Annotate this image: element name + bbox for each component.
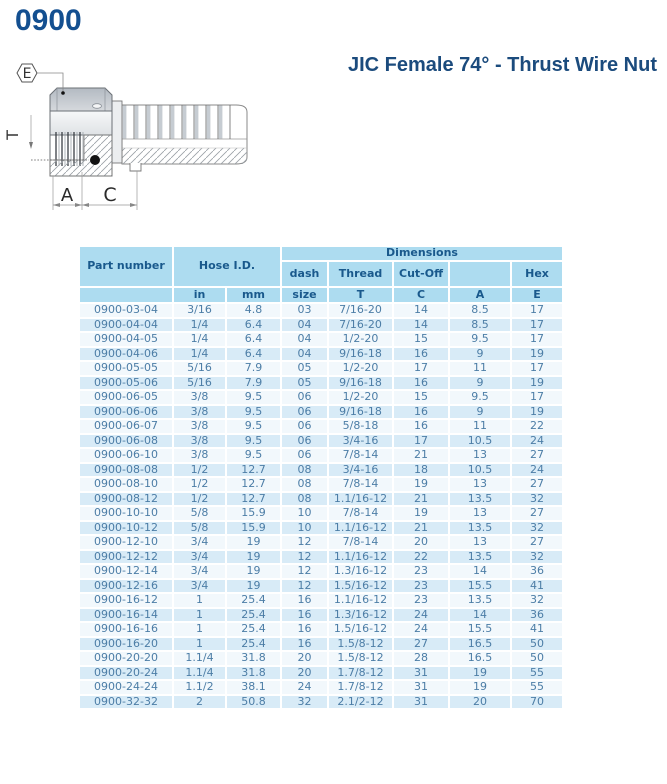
table-cell: 3/4 (173, 564, 226, 579)
table-cell: 1 (173, 608, 226, 623)
header-part-number: Part number (79, 246, 173, 287)
table-cell: 0900-20-24 (79, 666, 173, 681)
table-cell: 31.8 (226, 666, 281, 681)
table-cell: 6.4 (226, 318, 281, 333)
table-cell: 4.8 (226, 303, 281, 318)
table-row (79, 651, 563, 666)
table-cell: 27 (511, 506, 563, 521)
table-cell: 16.5 (449, 637, 511, 652)
table-cell: 0900-04-05 (79, 332, 173, 347)
table-row (79, 434, 563, 449)
table-cell: 23 (393, 564, 449, 579)
table-cell: 0900-04-06 (79, 347, 173, 362)
table-row (79, 390, 563, 405)
table-cell: 12.7 (226, 477, 281, 492)
table-row (79, 622, 563, 637)
table-cell: 9 (449, 405, 511, 420)
table-row (79, 535, 563, 550)
table-cell: 0900-16-20 (79, 637, 173, 652)
table-cell: 06 (281, 390, 328, 405)
table-cell: 1/2-20 (328, 361, 393, 376)
table-cell: 0900-06-10 (79, 448, 173, 463)
table-cell: 1.7/8-12 (328, 666, 393, 681)
table-cell: 16 (281, 622, 328, 637)
table-cell: 0900-20-20 (79, 651, 173, 666)
table-cell: 04 (281, 318, 328, 333)
table-cell: 9 (449, 347, 511, 362)
header-t: T (328, 287, 393, 303)
table-cell: 0900-08-08 (79, 463, 173, 478)
part-series-code: 0900 (15, 4, 82, 37)
table-cell: 14 (393, 318, 449, 333)
table-row (79, 608, 563, 623)
table-row (79, 376, 563, 391)
table-cell: 06 (281, 448, 328, 463)
table-cell: 0900-08-12 (79, 492, 173, 507)
table-cell: 17 (511, 361, 563, 376)
table-cell: 31 (393, 680, 449, 695)
table-cell: 13.5 (449, 492, 511, 507)
table-cell: 08 (281, 477, 328, 492)
table-cell: 0900-12-14 (79, 564, 173, 579)
label-T: T (3, 130, 22, 140)
table-cell: 1/2 (173, 477, 226, 492)
table-cell: 70 (511, 695, 563, 710)
table-cell: 7/8-14 (328, 448, 393, 463)
table-cell: 16.5 (449, 651, 511, 666)
table-cell: 1.1/4 (173, 651, 226, 666)
table-cell: 25.4 (226, 593, 281, 608)
table-cell: 12 (281, 564, 328, 579)
table-cell: 6.4 (226, 332, 281, 347)
table-row (79, 593, 563, 608)
table-cell: 31 (393, 695, 449, 710)
table-cell: 8.5 (449, 318, 511, 333)
table-cell: 13 (449, 506, 511, 521)
table-cell: 0900-05-05 (79, 361, 173, 376)
table-cell: 14 (449, 564, 511, 579)
table-cell: 1.7/8-12 (328, 680, 393, 695)
table-cell: 1.1/2 (173, 680, 226, 695)
table-cell: 0900-06-06 (79, 405, 173, 420)
table-cell: 19 (226, 564, 281, 579)
table-cell: 1/4 (173, 332, 226, 347)
table-cell: 31.8 (226, 651, 281, 666)
table-row (79, 695, 563, 710)
table-cell: 0900-03-04 (79, 303, 173, 318)
table-cell: 0900-06-07 (79, 419, 173, 434)
table-cell: 9 (449, 376, 511, 391)
table-cell: 15.5 (449, 579, 511, 594)
table-cell: 24 (281, 680, 328, 695)
table-cell: 21 (393, 448, 449, 463)
table-cell: 1/4 (173, 318, 226, 333)
table-cell: 15.9 (226, 521, 281, 536)
table-cell: 23 (393, 579, 449, 594)
header-dimensions: Dimensions (281, 246, 563, 261)
table-row (79, 564, 563, 579)
table-cell: 7.9 (226, 376, 281, 391)
table-cell: 15.5 (449, 622, 511, 637)
table-cell: 0900-24-24 (79, 680, 173, 695)
table-cell: 27 (393, 637, 449, 652)
table-cell: 38.1 (226, 680, 281, 695)
table-row (79, 579, 563, 594)
table-row (79, 666, 563, 681)
specs-table (78, 245, 564, 710)
table-cell: 5/8 (173, 521, 226, 536)
table-row (79, 521, 563, 536)
table-cell: 7/8-14 (328, 477, 393, 492)
table-cell: 24 (511, 463, 563, 478)
table-cell: 16 (281, 593, 328, 608)
table-cell: 11 (449, 419, 511, 434)
table-cell: 0900-16-16 (79, 622, 173, 637)
table-cell: 21 (393, 492, 449, 507)
thrust-wire-ball (90, 155, 100, 165)
table-cell: 20 (393, 535, 449, 550)
table-cell: 03 (281, 303, 328, 318)
table-cell: 9.5 (226, 434, 281, 449)
table-cell: 0900-10-12 (79, 521, 173, 536)
table-cell: 1.5/16-12 (328, 622, 393, 637)
table-cell: 13.5 (449, 593, 511, 608)
table-row (79, 637, 563, 652)
table-cell: 16 (281, 608, 328, 623)
table-cell: 19 (511, 376, 563, 391)
fitting-technical-drawing (3, 60, 250, 212)
table-cell: 8.5 (449, 303, 511, 318)
table-cell: 1/2 (173, 492, 226, 507)
page-title: JIC Female 74° - Thrust Wire Nut (348, 54, 657, 76)
table-cell: 5/16 (173, 361, 226, 376)
table-cell: 41 (511, 622, 563, 637)
table-cell: 15 (393, 390, 449, 405)
table-cell: 3/8 (173, 434, 226, 449)
header-cut-off: Cut-Off (393, 261, 449, 287)
table-cell: 3/16 (173, 303, 226, 318)
table-cell: 0900-16-12 (79, 593, 173, 608)
table-cell: 17 (511, 332, 563, 347)
header-part-spacer (79, 287, 173, 303)
table-cell: 9/16-18 (328, 405, 393, 420)
table-cell: 25.4 (226, 622, 281, 637)
table-cell: 17 (393, 361, 449, 376)
table-cell: 7/16-20 (328, 303, 393, 318)
table-cell: 1/2-20 (328, 390, 393, 405)
table-row (79, 347, 563, 362)
table-cell: 0900-10-10 (79, 506, 173, 521)
table-cell: 13.5 (449, 550, 511, 565)
header-thread: Thread (328, 261, 393, 287)
table-cell: 27 (511, 535, 563, 550)
table-cell: 9/16-18 (328, 376, 393, 391)
header-size: size (281, 287, 328, 303)
label-E: E (22, 66, 32, 82)
table-cell: 25.4 (226, 608, 281, 623)
table-cell: 0900-08-10 (79, 477, 173, 492)
table-cell: 9/16-18 (328, 347, 393, 362)
table-cell: 06 (281, 434, 328, 449)
table-cell: 50 (511, 637, 563, 652)
header-hose-id: Hose I.D. (173, 246, 281, 287)
label-C: C (103, 184, 117, 206)
table-cell: 13 (449, 477, 511, 492)
table-cell: 1.5/16-12 (328, 579, 393, 594)
table-cell: 1.1/16-12 (328, 492, 393, 507)
table-cell: 1/4 (173, 347, 226, 362)
table-row (79, 448, 563, 463)
table-cell: 12 (281, 535, 328, 550)
table-cell: 19 (393, 506, 449, 521)
table-cell: 11 (449, 361, 511, 376)
table-cell: 36 (511, 564, 563, 579)
table-cell: 17 (511, 318, 563, 333)
table-row (79, 405, 563, 420)
header-a-spacer (449, 261, 511, 287)
table-cell: 19 (511, 347, 563, 362)
table-cell: 7/16-20 (328, 318, 393, 333)
table-cell: 05 (281, 361, 328, 376)
table-cell: 28 (393, 651, 449, 666)
table-cell: 7/8-14 (328, 535, 393, 550)
table-cell: 0900-12-10 (79, 535, 173, 550)
dimension-lines (53, 171, 137, 210)
table-cell: 16 (281, 637, 328, 652)
table-cell: 19 (449, 680, 511, 695)
table-cell: 1.1/4 (173, 666, 226, 681)
table-cell: 25.4 (226, 637, 281, 652)
specs-table-wrap (78, 245, 562, 710)
table-cell: 0900-12-16 (79, 579, 173, 594)
table-cell: 0900-06-08 (79, 434, 173, 449)
table-cell: 24 (393, 622, 449, 637)
table-cell: 16 (393, 376, 449, 391)
table-cell: 06 (281, 419, 328, 434)
table-cell: 0900-06-05 (79, 390, 173, 405)
table-cell: 19 (226, 550, 281, 565)
table-row (79, 680, 563, 695)
table-cell: 3/8 (173, 405, 226, 420)
table-cell: 10.5 (449, 434, 511, 449)
table-cell: 18 (393, 463, 449, 478)
table-cell: 9.5 (226, 405, 281, 420)
table-cell: 3/4-16 (328, 463, 393, 478)
table-cell: 55 (511, 680, 563, 695)
table-cell: 2.1/2-12 (328, 695, 393, 710)
table-cell: 15.9 (226, 506, 281, 521)
table-cell: 1.3/16-12 (328, 608, 393, 623)
table-cell: 16 (393, 419, 449, 434)
table-cell: 32 (511, 521, 563, 536)
table-cell: 1.5/8-12 (328, 637, 393, 652)
table-cell: 12 (281, 550, 328, 565)
header-e: E (511, 287, 563, 303)
table-cell: 0900-16-14 (79, 608, 173, 623)
table-cell: 1.1/16-12 (328, 593, 393, 608)
table-cell: 08 (281, 492, 328, 507)
table-cell: 08 (281, 463, 328, 478)
table-cell: 2 (173, 695, 226, 710)
header-a: A (449, 287, 511, 303)
table-cell: 1.3/16-12 (328, 564, 393, 579)
table-row (79, 550, 563, 565)
table-cell: 7/8-14 (328, 506, 393, 521)
table-row (79, 303, 563, 318)
table-cell: 1.1/16-12 (328, 550, 393, 565)
table-row (79, 506, 563, 521)
header-hex: Hex (511, 261, 563, 287)
table-cell: 19 (226, 535, 281, 550)
table-cell: 16 (393, 405, 449, 420)
table-row (79, 361, 563, 376)
table-header (79, 246, 563, 303)
table-cell: 50.8 (226, 695, 281, 710)
table-cell: 6.4 (226, 347, 281, 362)
table-cell: 20 (281, 666, 328, 681)
table-cell: 22 (511, 419, 563, 434)
table-cell: 36 (511, 608, 563, 623)
table-cell: 3/8 (173, 448, 226, 463)
hose-tail-drawing (112, 101, 247, 171)
table-cell: 3/4 (173, 550, 226, 565)
table-cell: 12 (281, 579, 328, 594)
table-cell: 0900-05-06 (79, 376, 173, 391)
table-cell: 1 (173, 593, 226, 608)
table-cell: 19 (226, 579, 281, 594)
table-cell: 17 (511, 303, 563, 318)
table-cell: 9.5 (449, 332, 511, 347)
table-cell: 1 (173, 637, 226, 652)
table-row (79, 332, 563, 347)
table-cell: 9.5 (449, 390, 511, 405)
table-cell: 12.7 (226, 492, 281, 507)
table-cell: 32 (511, 593, 563, 608)
header-mm: mm (226, 287, 281, 303)
table-cell: 7.9 (226, 361, 281, 376)
table-cell: 32 (511, 492, 563, 507)
table-cell: 19 (511, 405, 563, 420)
table-cell: 1.1/16-12 (328, 521, 393, 536)
table-cell: 13 (449, 448, 511, 463)
table-cell: 12.7 (226, 463, 281, 478)
table-cell: 1 (173, 622, 226, 637)
table-cell: 9.5 (226, 448, 281, 463)
table-row (79, 318, 563, 333)
label-A: A (60, 185, 74, 206)
table-cell: 24 (511, 434, 563, 449)
table-cell: 31 (393, 666, 449, 681)
table-cell: 5/8-18 (328, 419, 393, 434)
table-cell: 3/8 (173, 390, 226, 405)
table-row (79, 463, 563, 478)
table-cell: 05 (281, 376, 328, 391)
table-cell: 13 (449, 535, 511, 550)
table-cell: 3/4-16 (328, 434, 393, 449)
table-cell: 32 (281, 695, 328, 710)
table-cell: 10 (281, 506, 328, 521)
table-cell: 19 (393, 477, 449, 492)
table-cell: 3/4 (173, 579, 226, 594)
table-cell: 04 (281, 332, 328, 347)
table-cell: 23 (393, 593, 449, 608)
table-cell: 27 (511, 477, 563, 492)
table-cell: 17 (511, 390, 563, 405)
table-cell: 14 (449, 608, 511, 623)
table-cell: 9.5 (226, 390, 281, 405)
table-cell: 13.5 (449, 521, 511, 536)
table-cell: 06 (281, 405, 328, 420)
table-cell: 0900-04-04 (79, 318, 173, 333)
table-row (79, 492, 563, 507)
table-cell: 20 (449, 695, 511, 710)
table-cell: 10 (281, 521, 328, 536)
table-cell: 1/2-20 (328, 332, 393, 347)
header-in: in (173, 287, 226, 303)
table-cell: 24 (393, 608, 449, 623)
table-cell: 0900-12-12 (79, 550, 173, 565)
table-cell: 19 (449, 666, 511, 681)
table-row (79, 419, 563, 434)
nut-drawing (50, 88, 112, 176)
table-cell: 1/2 (173, 463, 226, 478)
table-cell: 27 (511, 448, 563, 463)
table-cell: 1.5/8-12 (328, 651, 393, 666)
table-cell: 20 (281, 651, 328, 666)
table-cell: 32 (511, 550, 563, 565)
table-cell: 5/16 (173, 376, 226, 391)
table-cell: 21 (393, 521, 449, 536)
table-cell: 55 (511, 666, 563, 681)
table-row (79, 477, 563, 492)
table-cell: 3/8 (173, 419, 226, 434)
table-cell: 14 (393, 303, 449, 318)
table-cell: 50 (511, 651, 563, 666)
table-cell: 04 (281, 347, 328, 362)
table-cell: 41 (511, 579, 563, 594)
table-cell: 9.5 (226, 419, 281, 434)
table-cell: 16 (393, 347, 449, 362)
table-cell: 22 (393, 550, 449, 565)
table-cell: 15 (393, 332, 449, 347)
table-cell: 5/8 (173, 506, 226, 521)
table-body (79, 303, 563, 709)
table-cell: 3/4 (173, 535, 226, 550)
table-cell: 0900-32-32 (79, 695, 173, 710)
header-c: C (393, 287, 449, 303)
table-cell: 17 (393, 434, 449, 449)
table-cell: 10.5 (449, 463, 511, 478)
header-dash: dash (281, 261, 328, 287)
